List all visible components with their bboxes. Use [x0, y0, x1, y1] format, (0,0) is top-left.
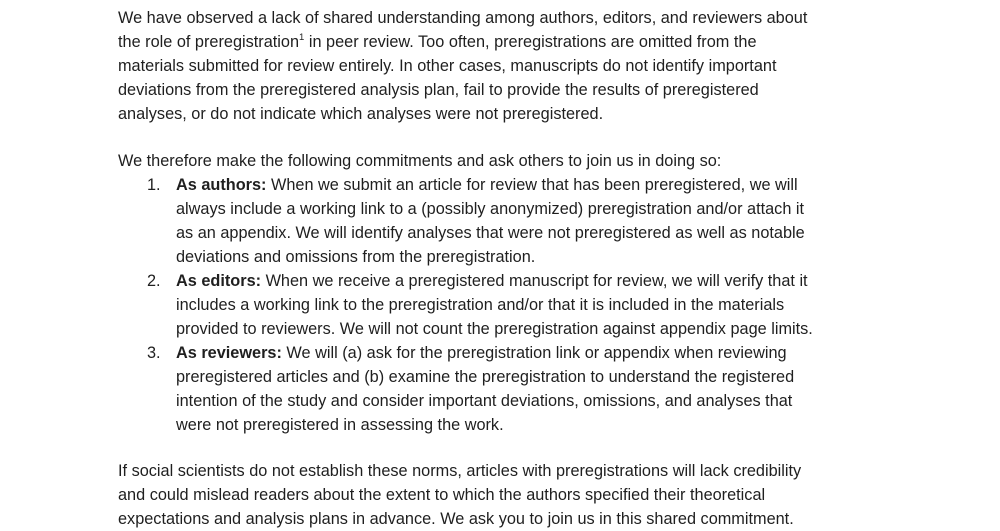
list-item-editors-line1: [176, 269, 808, 293]
list-item-reviewers-line4: were not preregistered in assessing the work.: [176, 416, 504, 434]
list-item-authors-line4: deviations and omissions from the preregistration.: [176, 248, 536, 266]
footnote-reference[interactable]: 1: [299, 32, 305, 43]
list-item-authors-line3: as an appendix. We will identify analyses that were not preregistered as well as notable: [176, 224, 805, 242]
list-item-label: As authors:: [176, 176, 267, 194]
list-item-reviewers-line1: [176, 341, 787, 365]
list-item-number: 3.: [147, 344, 161, 362]
list-item-number: 2.: [147, 272, 161, 290]
list-item-authors-line1: [176, 173, 798, 197]
list-item-reviewers-line2: preregistered articles and (b) examine the preregistration to understand the registered: [176, 368, 795, 386]
paragraph2-intro: We therefore make the following commitments and ask others to join us in doing so:: [118, 152, 722, 170]
list-item-reviewers-line3: intention of the study and consider important deviations, omissions, and analyses that: [176, 392, 793, 410]
paragraph3-line3: expectations and analysis plans in advance. We ask you to join us in this shared commitment.: [118, 510, 794, 528]
list-item-editors-line2: includes a working link to the preregistration and/or that it is included in the materials: [176, 296, 785, 314]
paragraph1-line3: materials submitted for review entirely. In other cases, manuscripts do not identify important: [118, 57, 777, 75]
paragraph1-line2-start: the role of preregistration: [118, 33, 300, 51]
paragraph1-line2: [118, 30, 757, 54]
paragraph1-line2-end: in peer review. Too often, preregistrations are omitted from the: [304, 33, 757, 51]
paragraph3-line2: and could mislead readers about the extent to which the authors specified their theoretical: [118, 486, 766, 504]
list-item-label: As editors:: [176, 272, 262, 290]
paragraph1-line4: deviations from the preregistered analysis plan, fail to provide the results of preregistered: [118, 81, 759, 99]
list-item-authors-line2: always include a working link to a (possibly anonymized) preregistration and/or attach it: [176, 200, 805, 218]
list-item-text: We will (a) ask for the preregistration link or appendix when reviewing: [281, 344, 787, 362]
list-item-number: 1.: [147, 176, 161, 194]
paragraph1-line5: analyses, or do not indicate which analyses were not preregistered.: [118, 105, 604, 123]
list-item-text: When we submit an article for review that has been preregistered, we will: [266, 176, 798, 194]
paragraph3-line1: If social scientists do not establish these norms, articles with preregistrations will lack credibility: [118, 462, 802, 480]
list-item-text: When we receive a preregistered manuscript for review, we will verify that it: [261, 272, 808, 290]
paragraph1-line1: We have observed a lack of shared understanding among authors, editors, and reviewers about: [118, 9, 808, 27]
list-item-label: As reviewers:: [176, 344, 282, 362]
list-item-editors-line3: provided to reviewers. We will not count the preregistration against appendix page limits.: [176, 320, 813, 338]
